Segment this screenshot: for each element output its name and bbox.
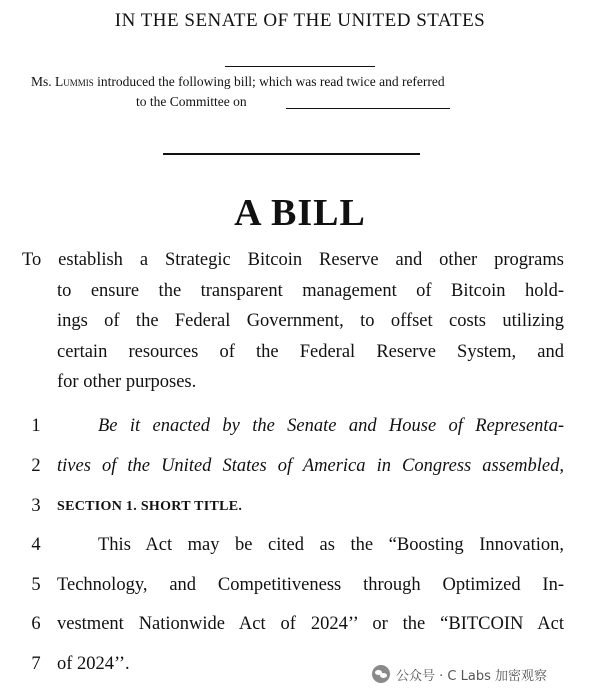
line-number: 3 xyxy=(31,496,41,516)
line-number: 5 xyxy=(31,575,41,595)
senate-header: IN THE SENATE OF THE UNITED STATES xyxy=(114,10,486,31)
body-line-6: vestment Nationwide Act of 2024’’ or the “BITCOIN Act xyxy=(57,614,564,634)
line-number: 4 xyxy=(31,535,41,555)
watermark xyxy=(372,664,547,684)
title-rule xyxy=(163,153,420,155)
line-number: 6 xyxy=(31,614,41,634)
committee-blank xyxy=(286,108,450,109)
section-heading: SECTION 1. SHORT TITLE. xyxy=(57,499,243,514)
sponsor-name: Lummis xyxy=(55,74,94,89)
watermark-text: 公众号 · C Labs 加密观察 xyxy=(396,668,547,684)
line-number: 7 xyxy=(31,654,41,674)
purpose-line-1: To establish a Strategic Bitcoin Reserve and other programs xyxy=(22,250,564,270)
purpose-line-3: ings of the Federal Government, to offset costs utilizing xyxy=(57,311,564,331)
intro-text: introduced the following bill; which was read twice and referred xyxy=(93,74,445,89)
purpose-line-2: to ensure the transparent management of Bitcoin hold- xyxy=(57,281,564,301)
committee-label: to the Committee on xyxy=(136,94,247,109)
body-line-4: This Act may be cited as the “Boosting Innovation, xyxy=(98,535,564,555)
line-number: 1 xyxy=(31,416,41,436)
purpose-line-5: for other purposes. xyxy=(57,372,197,392)
header-rule xyxy=(225,66,375,67)
intro-line-2 xyxy=(136,94,247,110)
purpose-line-4: certain resources of the Federal Reserve System, and xyxy=(57,342,564,362)
body-line-5: Technology, and Competitiveness through Optimized In- xyxy=(57,575,564,595)
intro-line-1 xyxy=(31,74,445,90)
enacting-clause-line-2: tives of the United States of America in Congress assembled, xyxy=(57,456,564,476)
line-number: 2 xyxy=(31,456,41,476)
bill-title: A BILL xyxy=(234,192,366,234)
enacting-clause-line-1: Be it enacted by the Senate and House of Representa- xyxy=(98,416,564,436)
sponsor-prefix: Ms. xyxy=(31,74,56,89)
wechat-icon xyxy=(372,665,390,683)
body-line-7: of 2024’’. xyxy=(57,654,130,674)
